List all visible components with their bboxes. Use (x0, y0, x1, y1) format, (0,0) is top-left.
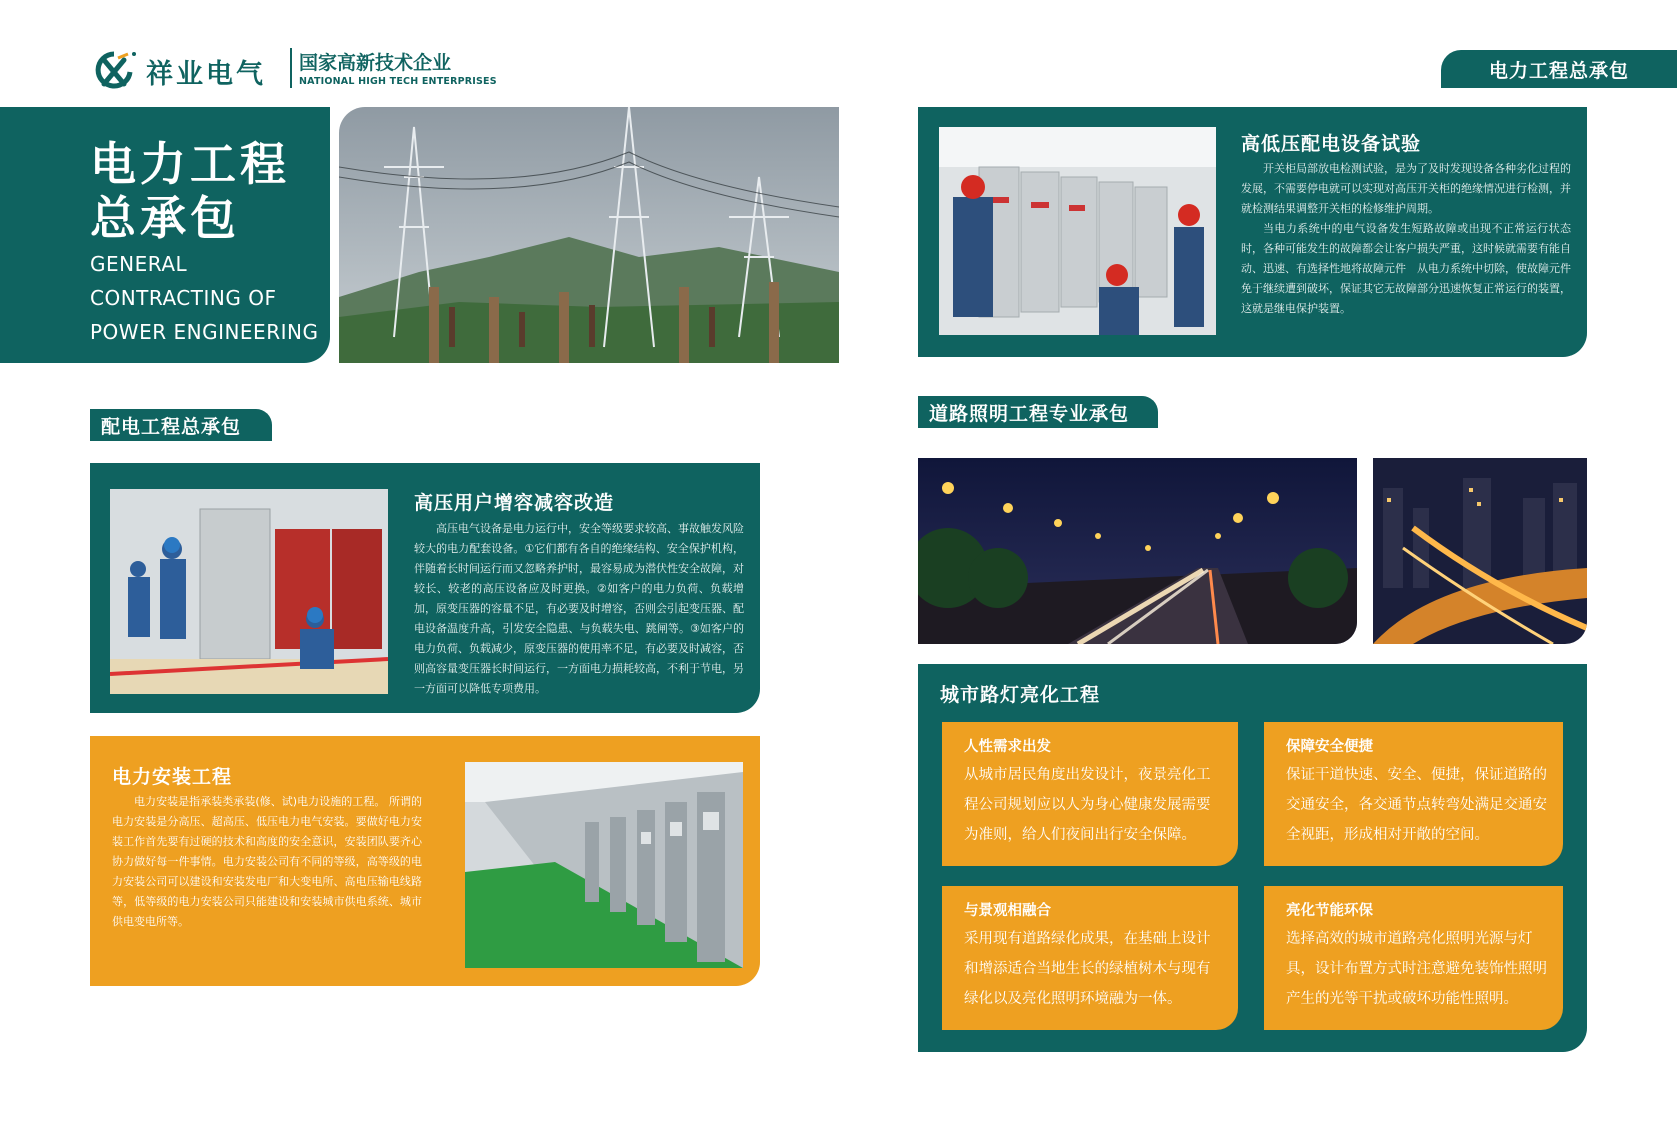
feature-body: 从城市居民角度出发设计，夜景亮化工程公司规划应以人为身心健康发展需要为准则，给人们夜间出行安全保障。 (964, 767, 1211, 843)
feature-title: 与景观相融合 (964, 903, 1051, 919)
feature-title: 保障安全便捷 (1286, 739, 1373, 755)
feature-card-landscape (942, 886, 1238, 1030)
brand-logo-icon (90, 50, 138, 90)
feature-body: 选择高效的城市道路亮化照明光源与灯具，设计布置方式时注意避免装饰性照明产生的光等干扰或破坏功能性照明。 (1286, 931, 1547, 1007)
feature-title: 亮化节能环保 (1286, 903, 1373, 919)
testing-workers-photo (939, 127, 1216, 335)
corner-title-tab: 电力工程总承包 (1441, 50, 1677, 88)
workers-switchgear-photo (110, 489, 388, 694)
feature-card-human-needs (942, 722, 1238, 866)
testing-title: 高低压配电设备试验 (1241, 133, 1422, 155)
substation-photo (339, 107, 839, 363)
feature-title: 人性需求出发 (964, 739, 1051, 755)
testing-card (918, 107, 1587, 357)
hero-en-line3: POWER ENGINEERING (90, 320, 319, 344)
section-tab-lighting: 道路照明工程专业承包 (918, 396, 1158, 428)
installation-body: 电力安装是指承装类承装(修、试)电力设施的工程。 所谓的电力安装是分高压、超高压、低压电力电气安装。要做好电力安装工作首先要有过硬的技术和高度的安全意识，安装团队要齐心协力做好每一件事情。电力安装公司有不同的等级，高等级的电力安装公司可以建设和安装发电厂和大变电所、高电压输电线路等，低等级的电力安装公司只能建设和安装城市供电系统、城市供电变电所等。 (112, 795, 422, 928)
city-overpass-photo (1373, 458, 1587, 644)
hv-upgrade-card (90, 463, 760, 713)
hv-upgrade-body: 高压电气设备是电力运行中，安全等级要求较高、事故触发风险较大的电力配套设备。①它们都有各自的绝缘结构、安全保护机构，伴随着长时间运行而又忽略养护时，最容易成为潜伏性安全故障，对较长、较老的高压设备应及时更换。②如客户的电力负荷、负载增加，原变压器的容量不足，有必要及时增容，否则会引起变压器、配电设备温度升高，引发安全隐患、与负载失电、跳闸等。③如客户的电力负荷、负载减少，原变压器的使用率不足，有必要及时减容，否则高容量变压器长时间运行，一方面电力损耗较高，不利于节电，另一方面可以降低专项费用。 (414, 522, 744, 695)
section-tab-distribution: 配电工程总承包 (90, 409, 272, 441)
feature-body: 采用现有道路绿化成果，在基础上设计和增添适合当地生长的绿植树木与现有绿化以及亮化照明环境融为一体。 (964, 931, 1211, 1007)
installation-card (90, 736, 760, 986)
night-road-photo (918, 458, 1357, 644)
city-lighting-title: 城市路灯亮化工程 (940, 684, 1101, 706)
hero-en-line2: CONTRACTING OF (90, 286, 277, 310)
brand-name: 祥业电气 (146, 59, 266, 90)
tagline-en: NATIONAL HIGH TECH ENTERPRISES (299, 76, 497, 87)
logo-divider (290, 48, 292, 88)
hero-title-line2: 总承包 (90, 191, 240, 245)
hero-title-line1: 电力工程 (90, 137, 290, 191)
switchgear-room-photo (465, 762, 743, 968)
feature-body: 保证干道快速、安全、便捷，保证道路的交通安全，各交通节点转弯处满足交通安全视距，形成相对开敞的空间。 (1286, 767, 1547, 843)
testing-body: 开关柜局部放电检测试验，是为了及时发现设备各种劣化过程的发展，不需要停电就可以实现对高压开关柜的绝缘情况进行检测，并就检测结果调整开关柜的检修维护周期。 当电力系统中的电气设备发生短路故障或出现不正常运行状态时，各种可能发生的故障都会让客户损失严重，这时候就需要有能自动、迅速、有选择性地将故障元件 从电力系统中切除，使故障元件免于继续遭到破坏，保证其它无故障部分迅速恢复正常运行的装置，这就是继电保护装置。 (1241, 162, 1571, 315)
installation-title: 电力安装工程 (112, 766, 233, 788)
tagline-cn: 国家高新技术企业 (299, 52, 452, 74)
hv-upgrade-title: 高压用户增容减容改造 (414, 492, 615, 514)
feature-card-energy-saving (1264, 886, 1563, 1030)
hero-en-line1: GENERAL (90, 252, 188, 276)
city-lighting-card (918, 664, 1587, 1052)
feature-card-safety (1264, 722, 1563, 866)
hero-title-box (0, 107, 330, 363)
